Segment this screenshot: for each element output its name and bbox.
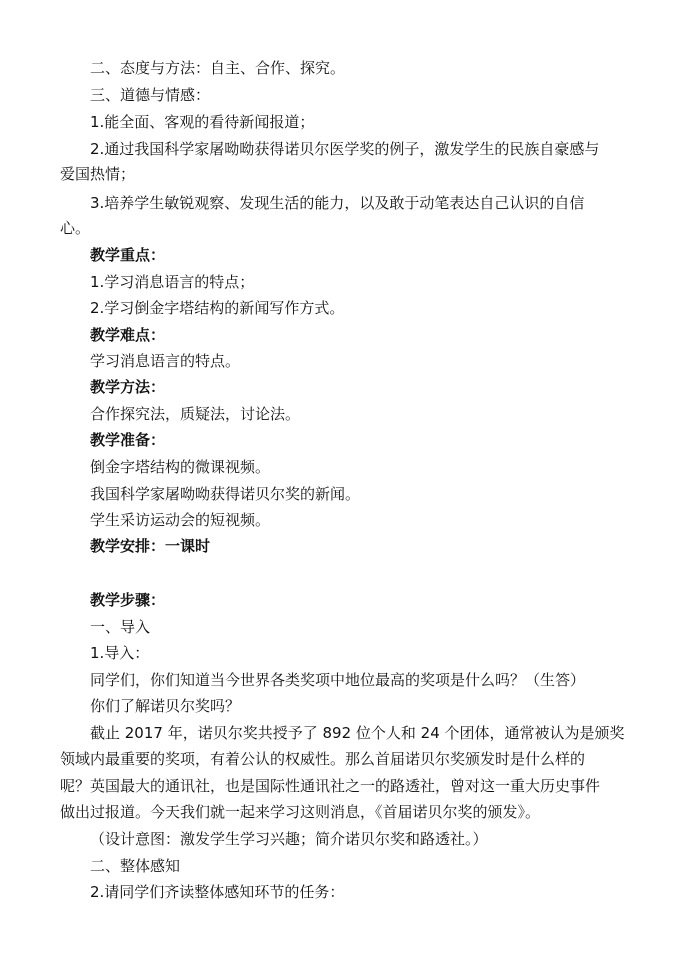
text-line: 一、导入 <box>90 618 151 636</box>
text-line: 爱国热情； <box>60 165 136 183</box>
text-line: 倒金字塔结构的微课视频。 <box>90 458 271 476</box>
text-line: 1.学习消息语言的特点； <box>90 273 255 291</box>
text-line: 心。 <box>60 219 91 237</box>
text-line: 呢？英国最大的通讯社，也是国际性通讯社之一的路透社，曾对这一重大历史事件 <box>60 777 601 795</box>
text-line: 二、态度与方法：自主、合作、探究。 <box>90 59 346 77</box>
text-line: 做出过报道。今天我们就一起来学习这则消息，《首届诺贝尔奖的颁发》。 <box>60 803 541 821</box>
text-line: 截止 2017 年，诺贝尔奖共授予了 892 位个人和 24 个团体，通常被认为是颁奖 <box>90 724 625 742</box>
text-line: 你们了解诺贝尔奖吗？ <box>90 697 241 715</box>
section-heading: 教学准备： <box>90 431 166 449</box>
text-line: 领域内最重要的奖项，有着公认的权威性。那么首届诺贝尔奖颁发时是什么样的 <box>60 750 586 768</box>
text-line: 2.通过我国科学家屠呦呦获得诺贝尔医学奖的例子，激发学生的民族自豪感与 <box>90 140 600 158</box>
text-line: 学生采访运动会的短视频。 <box>90 511 271 529</box>
section-heading: 教学步骤： <box>90 591 166 609</box>
text-line: 三、道德与情感： <box>90 86 211 104</box>
text-line: （设计意图：激发学生学习兴趣；简介诺贝尔奖和路透社。） <box>90 830 488 848</box>
section-heading: 教学方法： <box>90 378 166 396</box>
section-heading: 教学安排：一课时 <box>90 537 211 555</box>
section-heading: 教学难点： <box>90 326 166 344</box>
text-line: 学习消息语言的特点。 <box>90 352 241 370</box>
text-line: 2.学习倒金字塔结构的新闻写作方式。 <box>90 299 345 317</box>
text-line: 同学们，你们知道当今世界各类奖项中地位最高的奖项是什么吗？（生答） <box>90 671 586 689</box>
text-line: 合作探究法，质疑法，讨论法。 <box>90 405 301 423</box>
text-line: 1.导入： <box>90 644 150 662</box>
text-line: 3.培养学生敏锐观察、发现生活的能力，以及敢于动笔表达自己认识的自信 <box>90 194 585 212</box>
text-line: 2.请同学们齐读整体感知环节的任务： <box>90 883 345 901</box>
text-line: 二、整体感知 <box>90 857 181 875</box>
text-line: 1.能全面、客观的看待新闻报道； <box>90 113 315 131</box>
section-heading: 教学重点： <box>90 246 166 264</box>
text-line: 我国科学家屠呦呦获得诺贝尔奖的新闻。 <box>90 485 361 503</box>
